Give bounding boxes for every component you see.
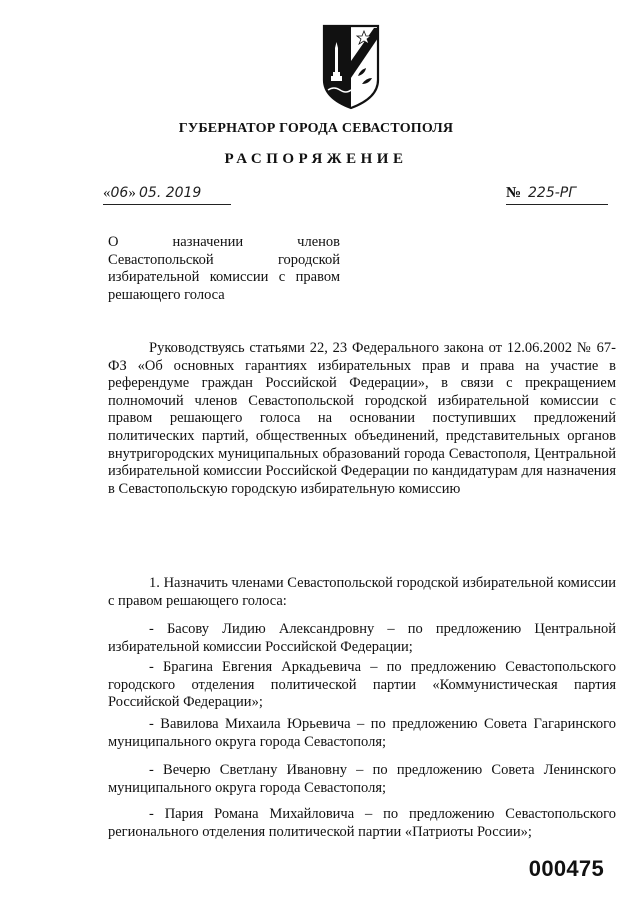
date-month-year: 05. 2019 [139, 185, 202, 201]
appointee-item: - Басову Лидию Александровну – по предложению Центральной избирательной комиссии Российской Федерации; [108, 621, 616, 655]
document-subject: О назначении членов Севастопольской городской избирательной комиссии с правом решающего голоса [108, 234, 340, 303]
appointee-item: - Брагина Евгения Аркадьевича – по предложению Севастопольского городского отделения политической партии «Коммунистическая партия Российской Федерации»; [108, 659, 616, 711]
date-day: «06» [103, 185, 136, 201]
form-serial-number: 000475 [528, 856, 604, 881]
appointee-item: - Вечерю Светлану Ивановну – по предложению Совета Ленинского муниципального округа города Севастополя; [108, 762, 616, 796]
preamble-paragraph: Руководствуясь статьями 22, 23 Федерального закона от 12.06.2002 № 67-ФЗ «Об основных гарантиях избирательных прав и права на участие в референдуме граждан Российской Федерации», в связи с прекращением полномочий членов Севастопольской городской избирательной комиссии с правом решающего голоса на основании поступивших предложений политических партий, общественных объединений, представительных органов внутригородских муниципальных образований города Севастополя, Центральной избирательной комиссии Российской Федерации по кандидатурам для назначения в Севастопольскую городскую избирательную комиссию [108, 340, 616, 497]
appointee-item: - Пария Романа Михайловича – по предложению Севастопольского регионального отделения политической партии «Патриоты России»; [108, 806, 616, 840]
number-value: 225-РГ [528, 185, 577, 201]
document-number [506, 184, 608, 205]
coat-of-arms-icon [322, 24, 380, 110]
number-label: № [506, 185, 522, 201]
appointee-item: - Вавилова Михаила Юрьевича – по предложению Совета Гагаринского муниципального округа города Севастополя; [108, 716, 616, 750]
issuer-title: ГУБЕРНАТОР ГОРОДА СЕВАСТОПОЛЯ [178, 121, 454, 136]
document-type: РАСПОРЯЖЕНИЕ [224, 151, 408, 167]
clause-1-intro: 1. Назначить членами Севастопольской городской избирательной комиссии с правом решающего голоса: [108, 575, 616, 609]
document-date [103, 184, 231, 205]
